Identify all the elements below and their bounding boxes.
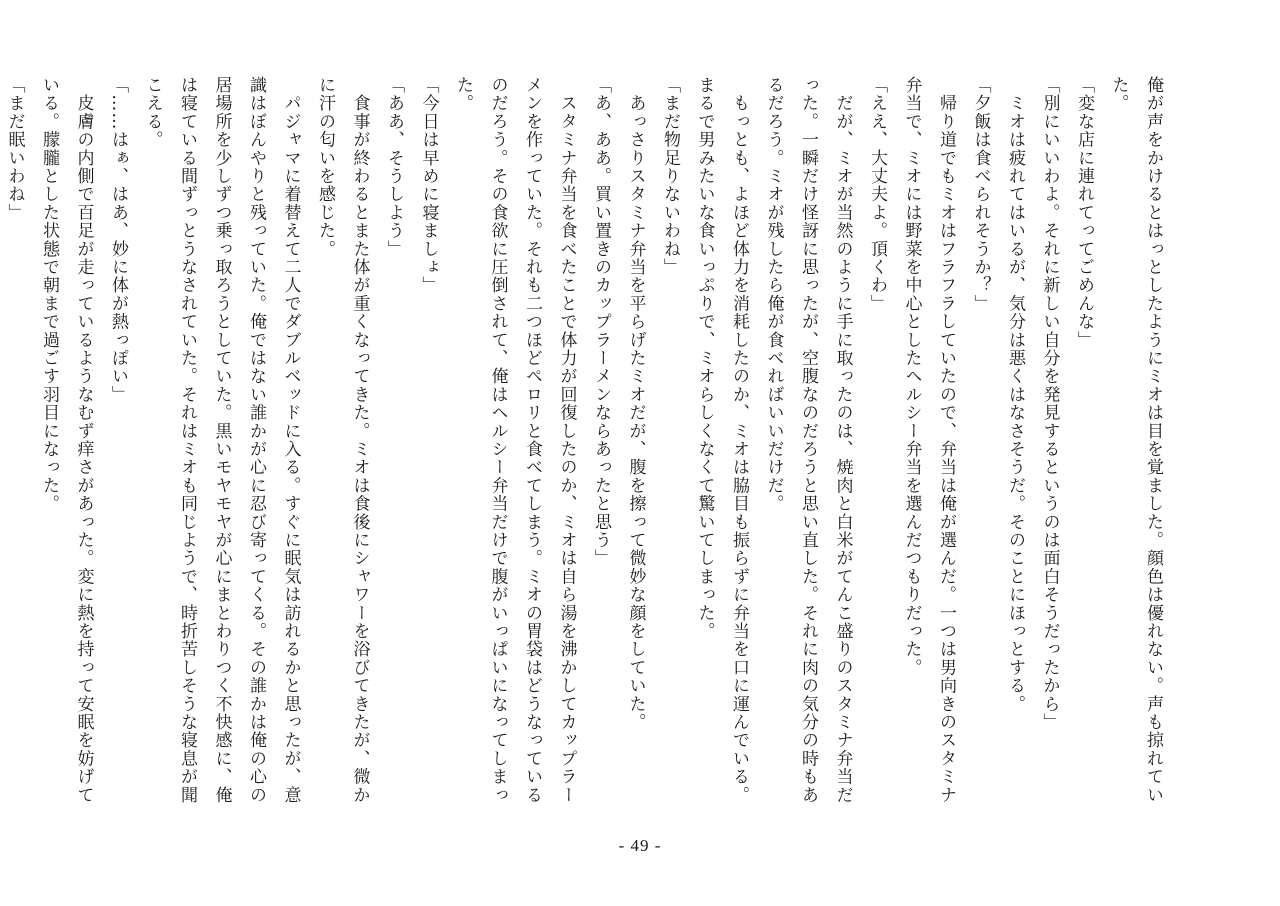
text-line: 「まだ眠いわね」: [4, 76, 25, 222]
page-number: - 49 -: [618, 836, 662, 855]
text-line: 「今日は早めに寝ましょ」: [418, 76, 439, 295]
text-line: ミオは疲れてはいるが、気分は悪くはなさそうだ。そのことにほっとする。: [1005, 76, 1025, 713]
text-line: だが、ミオが当然のように手に取ったのは、焼肉と白米がてんこ盛りのスタミナ弁当だった。一瞬だけ怪訝に思ったが、空腹なのだろうと思い直した。それに肉の気分の時もあるだろう。ミオが残したら俺が食べればいいだけだ。: [763, 76, 853, 804]
text-line: あっさりスタミナ弁当を平らげたミオだが、腹を擦って微妙な顔をしていた。: [625, 76, 646, 732]
text-line: 「あ、ああ。買い置きのカップラーメンならあったと思う」: [591, 76, 611, 568]
text-line: 皮膚の内側で百足が走っているようなむず痒さがあった。変に熱を持って安眠を妨げている。朦朧とした状態で朝まで過ごす羽目になった。: [39, 76, 94, 804]
text-line: 「……はぁ、はあ、妙に体が熱っぽい」: [108, 76, 128, 404]
vertical-body-text: [4, 76, 1170, 821]
text-line: 帰り道でもミオはフラフラしていたので、弁当は俺が選んだ。一つは男向きのスタミナ弁当で、ミオには野菜を中心としたヘルシー弁当を選んだつもりだった。: [901, 76, 956, 804]
text-line: 「別にいいわよ。それに新しい自分を発見するというのは面白そうだったから」: [1039, 76, 1060, 732]
text-line: 俺が声をかけるとはっとしたようにミオは目を覚ました。顔色は優れない。声も掠れていた。: [1108, 76, 1163, 804]
text-line: もっとも、よほど体力を消耗したのか、ミオは脇目も振らずに弁当を口に運んでいる。まるで男みたいな食いっぷりで、ミオらしくなくて驚いてしまった。: [694, 76, 749, 804]
text-line: パジャマに着替えて二人でダブルベッドに入る。すぐに眠気は訪れるかと思ったが、意識はぼんやりと残っていた。俺ではない誰かが心に忍び寄ってくる。その誰かは俺の心の居場所を少しずつ乗っ取ろうとしていた。黒いモヤモヤが心にまとわりつく不快感に、俺は寝ている間ずっとうなされていた。それはミオも同じようで、時折苦しそうな寝息が聞こえる。: [142, 76, 301, 804]
text-line: 「まだ物足りないわね」: [660, 76, 680, 277]
text-line: 食事が終わるとまた体が重くなってきた。ミオは食後にシャワーを浴びてきたが、微かに汗の匂いを感じた。: [315, 76, 370, 804]
text-line: 「ええ、大丈夫よ。頂くわ」: [867, 76, 887, 313]
text-line: 「夕飯は食べられそうか？」: [970, 76, 991, 313]
text-line: 「ああ、そうしよう」: [384, 76, 404, 258]
text-line: スタミナ弁当を食べたことで体力が回復したのか、ミオは自ら湯を沸かしてカップラーメンを作っていた。それも二つほどペロリと食べてしまう。ミオの胃袋はどうなっているのだろう。その食欲に圧倒されて、俺はヘルシー弁当だけで腹がいっぱいになってしまった。: [453, 76, 577, 804]
text-line: 「変な店に連れてってごめんな」: [1074, 76, 1094, 349]
